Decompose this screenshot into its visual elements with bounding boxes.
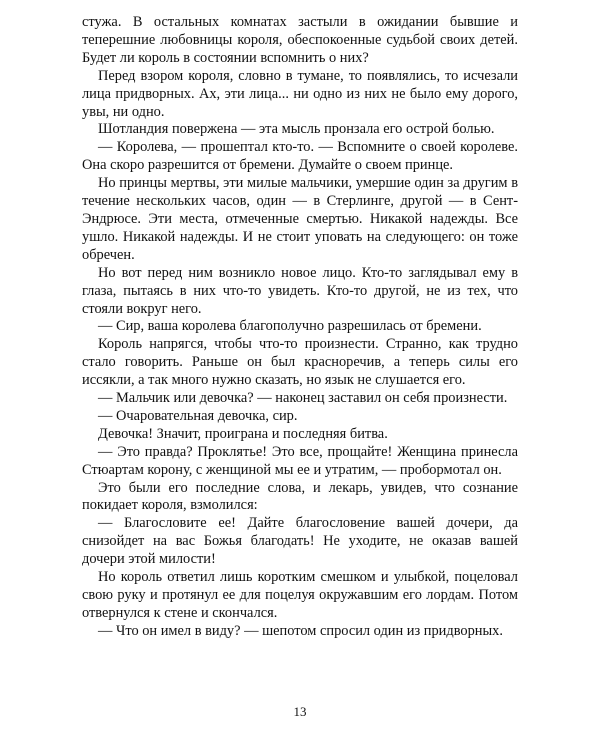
paragraph: Но король ответил лишь коротким смешком и улыбкой, поцеловал свою руку и протянул ее для поцелуя окружавшим его лордам. Потом отвернулся к стене и скончался. bbox=[82, 569, 518, 621]
paragraph: — Это правда? Проклятье! Это все, прощайте! Женщина принесла Стюартам корону, с женщиной мы ее и утратим, — пробормотал он. bbox=[82, 443, 518, 478]
paragraph: — Очаровательная девочка, сир. bbox=[98, 407, 298, 424]
paragraph: Шотландия повержена — эта мысль пронзала его острой болью. bbox=[98, 121, 495, 138]
paragraph: — Благословите ее! Дайте благословение вашей дочери, да снизойдет на вас Божья благодать! Не уходите, не оказав вашей дочери этой милости! bbox=[82, 515, 518, 568]
paragraph: Но вот перед ним возникло новое лицо. Кто-то заглядывал ему в глаза, пытаясь в них что-то увидеть. Кто-то другой, не из тех, что стояли вокруг него. bbox=[82, 264, 518, 317]
paragraph: — Мальчик или девочка? — наконец заставил он себя произнести. bbox=[98, 390, 508, 407]
paragraph: стужа. В остальных комнатах застыли в ожидании бывшие и теперешние любовницы короля, обеспокоенные судьбой своих детей. Будет ли король в состоянии вспомнить о них? bbox=[82, 14, 518, 66]
paragraph: Король напрягся, чтобы что-то произнести. Странно, как трудно стало говорить. Раньше он был красноречив, а теперь силы его иссякли, а так много нужно сказать, но язык не слушается его. bbox=[82, 336, 518, 389]
paragraph: — Королева, — прошептал кто-то. — Вспомните о своей королеве. Она скоро разрешится от бремени. Думайте о своем принце. bbox=[82, 139, 518, 174]
paragraph: Перед взором короля, словно в тумане, то появлялись, то исчезали лица придворных. Ах, эти лица... ни одно из них не было ему дорого, увы, ни одно. bbox=[82, 67, 518, 120]
body-text bbox=[82, 14, 518, 641]
paragraph: — Сир, ваша королева благополучно разрешилась от бремени. bbox=[98, 318, 482, 335]
page-number: 13 bbox=[293, 704, 307, 719]
paragraph: Это были его последние слова, и лекарь, увидев, что сознание покидает короля, взмолился: bbox=[82, 479, 518, 514]
paragraph: Но принцы мертвы, эти милые мальчики, умершие один за другим в течение нескольких часов, один — в Стерлинге, другой — в Сент-Эндрюсе. Эти места, отмеченные смертью. Никакой надежды. Все ушло. Никакой надежды. И не стоит уповать на следующего: он тоже обречен. bbox=[82, 175, 518, 263]
paragraph: Девочка! Значит, проиграна и последняя битва. bbox=[98, 425, 388, 442]
paragraph: — Что он имел в виду? — шепотом спросил один из придворных. bbox=[98, 622, 503, 639]
